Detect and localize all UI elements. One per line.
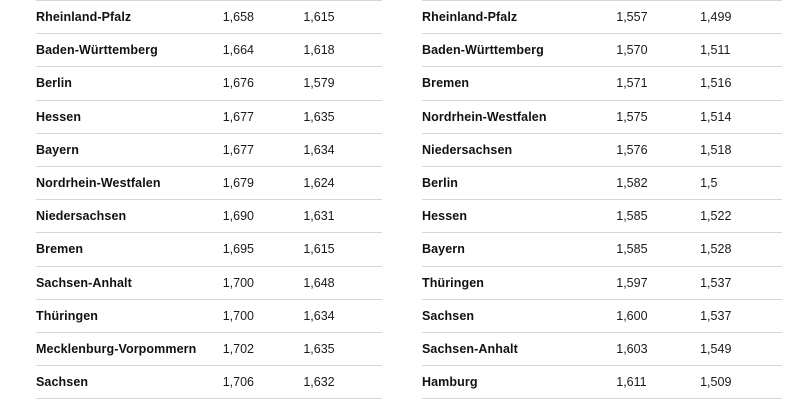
- region-name: Mecklenburg-Vorpommern: [36, 332, 221, 365]
- table-row: [422, 233, 782, 266]
- table-row: [422, 332, 782, 365]
- table-row: [36, 366, 382, 399]
- value-first: 1,582: [614, 166, 698, 199]
- value-first: 1,695: [221, 233, 302, 266]
- table-row: [422, 133, 782, 166]
- region-name: Sachsen: [36, 366, 221, 399]
- value-first: 1,597: [614, 266, 698, 299]
- value-second: 1,511: [698, 34, 782, 67]
- region-name: Niedersachsen: [422, 133, 614, 166]
- region-name: Berlin: [36, 67, 221, 100]
- value-first: 1,679: [221, 166, 302, 199]
- value-first: 1,576: [614, 133, 698, 166]
- value-first: 1,571: [614, 67, 698, 100]
- value-second: 1,518: [698, 133, 782, 166]
- value-second: 1,634: [301, 299, 382, 332]
- region-name: Hessen: [36, 100, 221, 133]
- region-name: Sachsen: [422, 299, 614, 332]
- value-first: 1,690: [221, 200, 302, 233]
- region-name: Bremen: [422, 67, 614, 100]
- table-row: [422, 34, 782, 67]
- region-name: Berlin: [422, 166, 614, 199]
- region-name: Bayern: [36, 133, 221, 166]
- table-row: [422, 1, 782, 34]
- right-table-body: [422, 1, 782, 399]
- value-second: 1,579: [301, 67, 382, 100]
- value-second: 1,635: [301, 100, 382, 133]
- region-name: Baden-Württemberg: [422, 34, 614, 67]
- value-second: 1,514: [698, 100, 782, 133]
- right-data-table: [422, 0, 782, 399]
- value-first: 1,570: [614, 34, 698, 67]
- value-second: 1,499: [698, 1, 782, 34]
- region-name: Rheinland-Pfalz: [36, 1, 221, 34]
- value-first: 1,676: [221, 67, 302, 100]
- value-second: 1,615: [301, 1, 382, 34]
- region-name: Thüringen: [422, 266, 614, 299]
- table-row: [422, 266, 782, 299]
- table-row: [36, 200, 382, 233]
- region-name: Bayern: [422, 233, 614, 266]
- value-first: 1,706: [221, 366, 302, 399]
- value-second: 1,549: [698, 332, 782, 365]
- value-second: 1,509: [698, 366, 782, 399]
- table-row: [36, 1, 382, 34]
- value-second: 1,634: [301, 133, 382, 166]
- value-first: 1,700: [221, 266, 302, 299]
- region-name: Niedersachsen: [36, 200, 221, 233]
- region-name: Hamburg: [422, 366, 614, 399]
- table-row: [36, 133, 382, 166]
- table-row: [36, 266, 382, 299]
- region-name: Sachsen-Anhalt: [36, 266, 221, 299]
- table-row: [422, 366, 782, 399]
- region-name: Nordrhein-Westfalen: [36, 166, 221, 199]
- value-second: 1,631: [301, 200, 382, 233]
- value-first: 1,658: [221, 1, 302, 34]
- value-first: 1,585: [614, 233, 698, 266]
- value-second: 1,632: [301, 366, 382, 399]
- left-table-body: [36, 1, 382, 399]
- value-first: 1,575: [614, 100, 698, 133]
- region-name: Nordrhein-Westfalen: [422, 100, 614, 133]
- value-first: 1,677: [221, 133, 302, 166]
- table-row: [422, 100, 782, 133]
- value-second: 1,648: [301, 266, 382, 299]
- table-row: [36, 166, 382, 199]
- value-first: 1,611: [614, 366, 698, 399]
- value-second: 1,537: [698, 266, 782, 299]
- region-name: Hessen: [422, 200, 614, 233]
- value-second: 1,624: [301, 166, 382, 199]
- region-name: Thüringen: [36, 299, 221, 332]
- table-row: [36, 299, 382, 332]
- value-first: 1,603: [614, 332, 698, 365]
- value-second: 1,615: [301, 233, 382, 266]
- table-row: [422, 299, 782, 332]
- table-row: [36, 100, 382, 133]
- table-row: [422, 200, 782, 233]
- region-name: Baden-Württemberg: [36, 34, 221, 67]
- value-second: 1,516: [698, 67, 782, 100]
- value-second: 1,618: [301, 34, 382, 67]
- value-first: 1,664: [221, 34, 302, 67]
- region-name: Rheinland-Pfalz: [422, 1, 614, 34]
- value-first: 1,600: [614, 299, 698, 332]
- value-first: 1,585: [614, 200, 698, 233]
- value-first: 1,557: [614, 1, 698, 34]
- value-second: 1,537: [698, 299, 782, 332]
- right-table-container: [400, 0, 800, 400]
- table-row: [422, 67, 782, 100]
- value-first: 1,702: [221, 332, 302, 365]
- value-second: 1,635: [301, 332, 382, 365]
- table-row: [36, 34, 382, 67]
- table-row: [36, 332, 382, 365]
- value-first: 1,700: [221, 299, 302, 332]
- value-first: 1,677: [221, 100, 302, 133]
- region-name: Bremen: [36, 233, 221, 266]
- table-row: [36, 233, 382, 266]
- region-name: Sachsen-Anhalt: [422, 332, 614, 365]
- value-second: 1,528: [698, 233, 782, 266]
- table-row: [422, 166, 782, 199]
- value-second: 1,5: [698, 166, 782, 199]
- left-data-table: [36, 0, 382, 399]
- table-row: [36, 67, 382, 100]
- value-second: 1,522: [698, 200, 782, 233]
